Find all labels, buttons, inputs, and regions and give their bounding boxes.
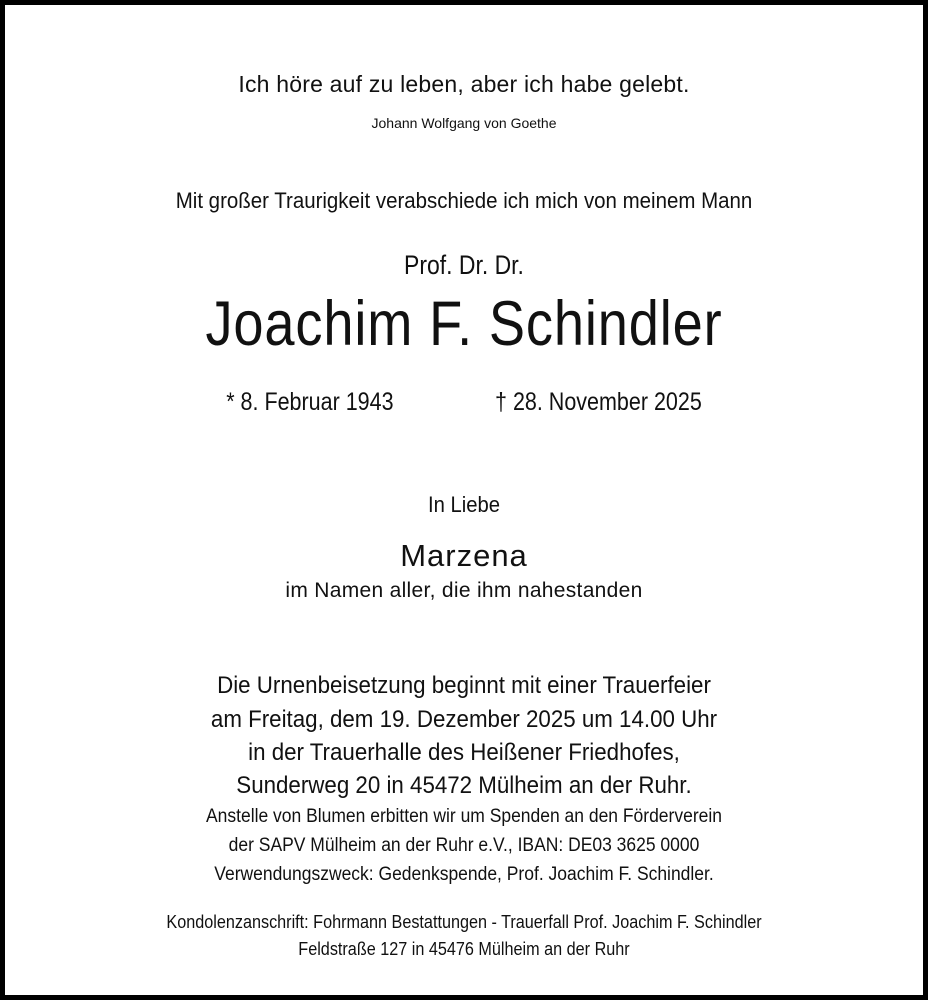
signatory-note: im Namen aller, die ihm nahestanden xyxy=(285,579,643,602)
ceremony-line: Sunderweg 20 in 45472 Mülheim an der Ruhr. xyxy=(236,772,692,799)
quote-author: Johann Wolfgang von Goethe xyxy=(371,115,557,131)
academic-title: Prof. Dr. Dr. xyxy=(404,250,524,280)
ceremony-line: Die Urnenbeisetzung beginnt mit einer Trauerfeier xyxy=(217,672,711,699)
ceremony-line: in der Trauerhalle des Heißener Friedhofes, xyxy=(248,739,680,766)
closing-phrase: In Liebe xyxy=(427,492,501,517)
quote: Ich höre auf zu leben, aber ich habe gelebt. xyxy=(238,71,690,97)
donation-line: der SAPV Mülheim an der Ruhr e.V., IBAN: DE03 3625 0000 xyxy=(228,835,700,856)
birth-date: * 8. Februar 1943 xyxy=(226,388,394,416)
death-date: † 28. November 2025 xyxy=(495,388,702,416)
donation-line: Verwendungszweck: Gedenkspende, Prof. Joachim F. Schindler. xyxy=(214,864,714,885)
ceremony-line: am Freitag, dem 19. Dezember 2025 um 14.00 Uhr xyxy=(210,706,718,733)
life-dates xyxy=(69,388,858,417)
condolence-line: Kondolenzanschrift: Fohrmann Bestattungen - Trauerfall Prof. Joachim F. Schindler xyxy=(166,912,762,932)
signatory: Marzena xyxy=(400,538,528,573)
intro-text: Mit großer Traurigkeit verabschiede ich mich von meinem Mann xyxy=(175,188,753,213)
deceased-name: Joachim F. Schindler xyxy=(205,289,723,359)
condolence-line: Feldstraße 127 in 45476 Mülheim an der Ruhr xyxy=(298,939,630,959)
donation-line: Anstelle von Blumen erbitten wir um Spenden an den Förderverein xyxy=(206,806,722,827)
